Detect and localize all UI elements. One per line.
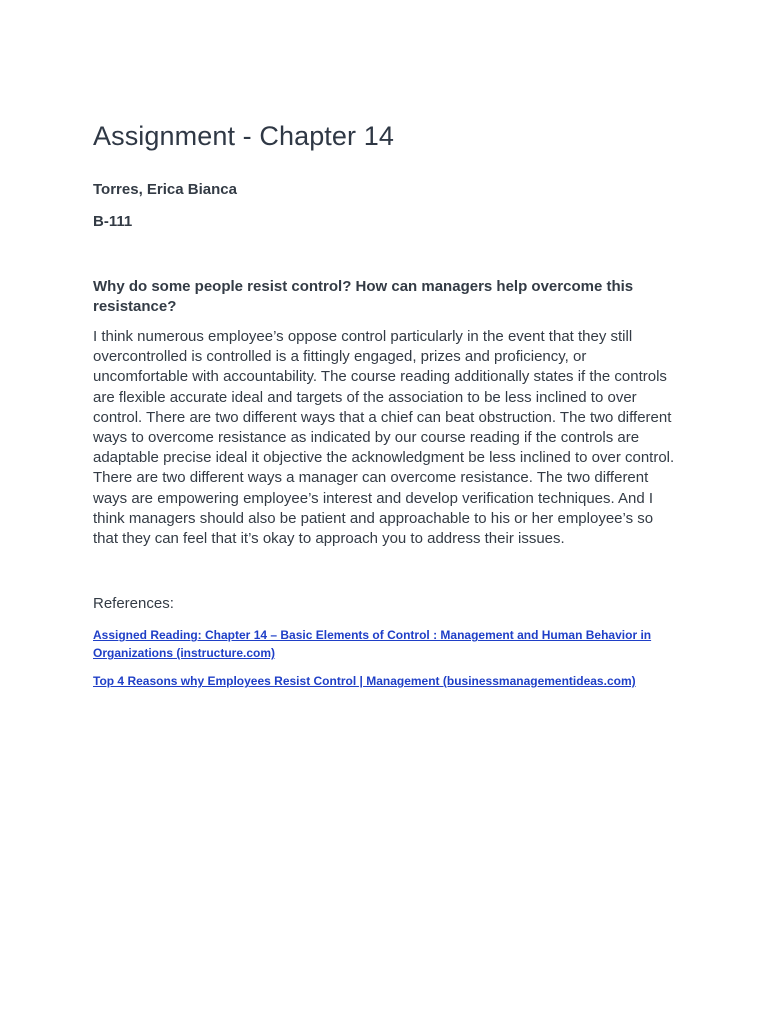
reference-link-resist-control[interactable]: Top 4 Reasons why Employees Resist Control | Management (businessmanagementideas.com)	[93, 674, 636, 689]
question-heading: Why do some people resist control? How can managers help overcome this resistance?	[93, 278, 634, 315]
answer-paragraph: I think numerous employee’s oppose control particularly in the event that they still overcontrolled is controlled is a fittingly engaged, prizes and proficiency, or uncomfortable with accountability. The course reading additionally states if the controls are flexible accurate ideal and targets of the association to be less inclined to over control. There are two different ways that a chief can beat obstruction. The two different ways to overcome resistance as indicated by our course reading if the controls are adaptable precise ideal it objective the acknowledgment be less inclined to over control. There are two different ways a manager can overcome resistance. The two different ways are empowering employee’s interest and develop verification techniques. And I think managers should also be patient and approachable to his or her employee’s so that they can feel that it’s okay to approach you to address their issues.	[93, 328, 675, 548]
document-title: Assignment - Chapter 14	[93, 121, 394, 151]
reference-link-assigned-reading[interactable]: Assigned Reading: Chapter 14 – Basic Elements of Control : Management and Human Behavior in Organizations (instructure.com)	[93, 628, 652, 661]
references-heading: References:	[93, 595, 174, 613]
section-code: B-111	[93, 213, 133, 230]
document-page	[93, 117, 675, 690]
author-name: Torres, Erica Bianca	[93, 181, 237, 198]
